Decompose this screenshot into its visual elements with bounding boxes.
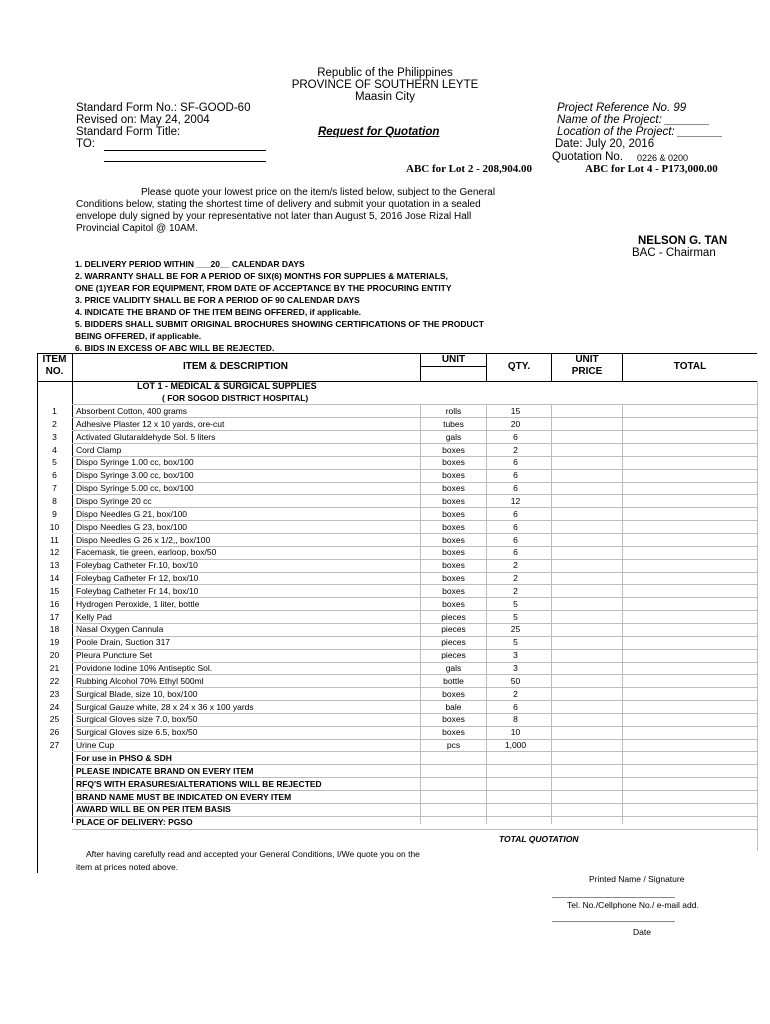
row-description: Activated Glutaraldehyde Sol. 5 liters: [76, 431, 216, 442]
table-row: [0, 405, 770, 418]
intro-line-1: Please quote your lowest price on the item/s listed below, subject to the General: [141, 187, 496, 198]
row-qty: 2: [513, 573, 518, 584]
row-item-no: 2: [52, 418, 57, 429]
row-unit: boxes: [442, 470, 465, 481]
row-description: Dispo Needles G 26 x 1/2,, box/100: [76, 534, 211, 545]
row-description: Hydrogen Peroxide, 1 liter, bottle: [76, 598, 200, 609]
table-row: [0, 701, 770, 714]
table-row: [0, 546, 770, 559]
row-item-no: 19: [49, 637, 60, 648]
tel-label: Tel. No./Cellphone No./ e-mail add.: [567, 900, 699, 910]
row-unit: boxes: [442, 547, 465, 558]
row-unit: boxes: [442, 585, 465, 596]
row-description: Foleybag Catheter Fr 12, box/10: [76, 573, 199, 584]
row-item-no: 23: [49, 688, 60, 699]
row-unit: pieces: [441, 611, 466, 622]
note-line: BRAND NAME MUST BE INDICATED ON EVERY ITEM: [76, 791, 292, 802]
table-row: [0, 662, 770, 675]
table-row: [0, 688, 770, 701]
row-description: Dispo Syringe 5.00 cc, box/100: [76, 483, 194, 494]
acceptance-line-1: After having carefully read and accepted your General Conditions, I/We quote you on the: [86, 849, 420, 859]
to-line-2: [104, 161, 266, 162]
signature-line: [552, 897, 675, 898]
header-republic: Republic of the Philippines: [317, 67, 453, 79]
row-item-no: 8: [52, 495, 57, 506]
row-qty: 10: [510, 727, 521, 738]
row-unit: pieces: [441, 624, 466, 635]
row-item-no: 21: [49, 663, 60, 673]
header-item-description: ITEM & DESCRIPTION: [183, 361, 289, 372]
row-unit: boxes: [442, 714, 465, 725]
row-qty: 3: [513, 663, 518, 673]
project-location: Location of the Project: _______: [557, 126, 723, 138]
row-unit: gals: [445, 431, 462, 442]
row-qty: 6: [513, 470, 518, 481]
intro-line-4: Provincial Capitol @ 10AM.: [76, 223, 198, 234]
row-item-no: 22: [49, 675, 60, 686]
note-line: PLACE OF DELIVERY: PGSO: [76, 817, 193, 828]
row-qty: 5: [513, 637, 518, 648]
row-unit: boxes: [442, 560, 465, 571]
row-item-no: 27: [49, 740, 60, 751]
note-line: For use in PHSO & SDH: [76, 752, 172, 763]
form-title: Request for Quotation: [318, 126, 440, 138]
row-item-no: 25: [49, 714, 60, 725]
to-line-1: [104, 150, 266, 151]
row-description: Surgical Blade, size 10, box/100: [76, 688, 198, 699]
row-item-no: 7: [52, 483, 57, 494]
total-quotation-label: TOTAL QUOTATION: [499, 834, 579, 844]
note-line: AWARD WILL BE ON PER ITEM BASIS: [76, 804, 231, 815]
table-row: [0, 534, 770, 547]
row-item-no: 5: [52, 457, 57, 468]
row-description: Dispo Syringe 3.00 cc, box/100: [76, 470, 194, 481]
condition-5: 5. BIDDERS SHALL SUBMIT ORIGINAL BROCHURES SHOWING CERTIFICATIONS OF THE PRODUCT: [75, 319, 484, 329]
contact-line: [552, 921, 675, 922]
row-description: Kelly Pad: [76, 611, 112, 622]
header-total: TOTAL: [673, 361, 707, 372]
row-item-no: 11: [50, 534, 59, 545]
row-unit: boxes: [442, 534, 465, 545]
intro-line-3: envelope duly signed by your representative not later than August 5, 2016 Jose Rizal Hall: [76, 211, 472, 222]
row-unit: boxes: [442, 727, 465, 738]
row-qty: 3: [513, 650, 518, 661]
table-row: [0, 611, 770, 624]
chairman-name: NELSON G. TAN: [638, 235, 728, 247]
row-description: Adhesive Plaster 12 x 10 yards, ore-cut: [76, 418, 225, 429]
row-qty: 6: [513, 508, 518, 519]
row-item-no: 26: [49, 727, 60, 738]
row-qty: 2: [513, 444, 518, 455]
header-unit: UNIT: [441, 354, 466, 365]
row-unit: rolls: [445, 406, 462, 416]
table-row: [0, 559, 770, 572]
condition-5-cont: BEING OFFERED, if applicable.: [75, 331, 202, 341]
table-row: [0, 482, 770, 495]
table-row: [0, 636, 770, 649]
row-item-no: 15: [49, 585, 60, 596]
table-row: [0, 585, 770, 598]
row-qty: 25: [510, 624, 521, 635]
row-qty: 8: [513, 714, 518, 725]
row-qty: 2: [513, 585, 518, 596]
table-row: [0, 469, 770, 482]
table-row: [0, 675, 770, 688]
row-item-no: 10: [49, 521, 60, 532]
printed-name-signature: Printed Name / Signature: [589, 874, 685, 884]
row-qty: 6: [513, 431, 518, 442]
table-row: [0, 521, 770, 534]
rfq-date: Date: July 20, 2016: [555, 138, 655, 150]
row-unit: gals: [445, 663, 462, 673]
to-label: TO:: [76, 138, 95, 150]
row-qty: 12: [510, 495, 521, 506]
condition-3: 3. PRICE VALIDITY SHALL BE FOR A PERIOD OF 90 CALENDAR DAYS: [75, 295, 360, 305]
row-unit: boxes: [442, 495, 465, 506]
row-unit: boxes: [442, 573, 465, 584]
table-row: [0, 508, 770, 521]
row-item-no: 14: [49, 573, 60, 584]
date-label: Date: [633, 927, 651, 937]
condition-6: 6. BIDS IN EXCESS OF ABC WILL BE REJECTED.: [75, 343, 275, 353]
row-qty: 1,000: [504, 740, 527, 751]
row-description: Surgical Gauze white, 28 x 24 x 36 x 100 yards: [76, 701, 254, 712]
row-qty: 20: [510, 418, 521, 429]
row-qty: 6: [513, 701, 518, 712]
row-unit: tubes: [443, 418, 464, 429]
row-description: Facemask, tie green, earloop, box/50: [76, 547, 217, 558]
row-description: Dispo Syringe 1.00 cc, box/100: [76, 457, 194, 468]
row-description: Nasal Oxygen Cannula: [76, 624, 164, 635]
row-qty: 6: [513, 534, 518, 545]
condition-2: 2. WARRANTY SHALL BE FOR A PERIOD OF SIX(6) MONTHS FOR SUPPLIES & MATERIALS,: [75, 271, 448, 281]
row-description: Poole Drain, Suction 317: [76, 637, 171, 648]
header-city: Maasin City: [354, 91, 416, 103]
row-description: Cord Clamp: [76, 444, 122, 455]
row-description: Foleybag Catheter Fr 14, box/10: [76, 585, 199, 596]
row-description: Rubbing Alcohol 70% Ethyl 500ml: [76, 675, 204, 686]
row-unit: pieces: [441, 637, 466, 648]
row-unit: pieces: [441, 650, 466, 661]
condition-2-cont: ONE (1)YEAR FOR EQUIPMENT, FROM DATE OF ACCEPTANCE BY THE PROCURING ENTITY: [75, 283, 452, 293]
row-unit: boxes: [442, 444, 465, 455]
lot-subtitle: ( FOR SOGOD DISTRICT HOSPITAL): [162, 393, 309, 403]
row-unit: bottle: [443, 675, 464, 686]
row-qty: 2: [513, 560, 518, 571]
note-line: RFQ'S WITH ERASURES/ALTERATIONS WILL BE REJECTED: [76, 778, 322, 789]
row-qty: 6: [513, 457, 518, 468]
row-description: Absorbent Cotton, 400 grams: [76, 406, 188, 416]
row-unit: boxes: [442, 688, 465, 699]
row-item-no: 6: [52, 470, 57, 481]
intro-line-2: Conditions below, stating the shortest time of delivery and submit your quotation in a sealed: [76, 199, 481, 210]
row-qty: 5: [513, 611, 518, 622]
row-item-no: 16: [49, 598, 60, 609]
project-reference: Project Reference No. 99: [557, 102, 687, 114]
header-no: NO.: [45, 366, 64, 377]
row-description: Surgical Gloves size 6.5, box/50: [76, 727, 198, 738]
row-unit: bale: [445, 701, 462, 712]
row-qty: 6: [513, 483, 518, 494]
row-qty: 5: [513, 598, 518, 609]
note-divider: [72, 829, 757, 830]
chairman-title: BAC - Chairman: [632, 247, 716, 259]
row-item-no: 4: [52, 444, 57, 455]
row-unit: boxes: [442, 457, 465, 468]
row-unit: pcs: [446, 740, 461, 751]
table-top-border: [37, 353, 757, 354]
row-description: Surgical Gloves size 7.0, box/50: [76, 714, 198, 725]
header-qty: QTY.: [507, 361, 531, 372]
header-unit-price-2: PRICE: [571, 366, 603, 377]
standard-form-no: Standard Form No.: SF-GOOD-60: [76, 102, 251, 114]
row-unit: boxes: [442, 521, 465, 532]
table-row: [0, 713, 770, 726]
revised-on: Revised on: May 24, 2004: [76, 114, 210, 126]
row-unit: boxes: [442, 598, 465, 609]
row-item-no: 17: [49, 611, 60, 622]
row-item-no: 13: [49, 560, 60, 571]
row-description: Pleura Puncture Set: [76, 650, 153, 661]
row-unit: boxes: [442, 483, 465, 494]
note-line: PLEASE INDICATE BRAND ON EVERY ITEM: [76, 765, 254, 776]
header-unit-price-1: UNIT: [575, 354, 599, 365]
table-row: [0, 418, 770, 431]
row-item-no: 12: [49, 547, 60, 558]
row-qty: 15: [510, 406, 521, 416]
table-row: [0, 431, 770, 444]
table-row: [0, 739, 770, 752]
row-description: Dispo Syringe 20 cc: [76, 495, 152, 506]
condition-4: 4. INDICATE THE BRAND OF THE ITEM BEING OFFERED, if applicable.: [75, 307, 362, 317]
table-unit-subline: [421, 366, 486, 367]
condition-1: 1. DELIVERY PERIOD WITHIN ___20__ CALENDAR DAYS: [75, 259, 305, 269]
table-row: [0, 444, 770, 457]
table-row: [0, 598, 770, 611]
row-unit: boxes: [442, 508, 465, 519]
quotation-no-value: 0226 & 0200: [637, 153, 689, 163]
row-description: Dispo Needles G 23, box/100: [76, 521, 188, 532]
table-row: [0, 623, 770, 636]
lot-title: LOT 1 - MEDICAL & SURGICAL SUPPLIES: [137, 381, 317, 391]
table-row: [0, 456, 770, 469]
row-item-no: 3: [52, 431, 57, 442]
table-row: [0, 726, 770, 739]
row-qty: 2: [513, 688, 518, 699]
row-item-no: 20: [49, 650, 60, 661]
row-item-no: 9: [52, 508, 57, 519]
abc-lot-2: ABC for Lot 2 - 208,904.00: [406, 163, 532, 175]
row-qty: 6: [513, 521, 518, 532]
table-row: [0, 495, 770, 508]
row-qty: 50: [510, 675, 521, 686]
row-description: Foleybag Catheter Fr.10, box/10: [76, 560, 198, 571]
row-description: Povidone Iodine 10% Antiseptic Sol.: [76, 663, 213, 673]
row-divider: [72, 751, 757, 752]
standard-form-title-label: Standard Form Title:: [76, 126, 181, 138]
table-row: [0, 572, 770, 585]
row-item-no: 1: [52, 406, 57, 416]
abc-lot-4: ABC for Lot 4 - P173,000.00: [585, 163, 718, 175]
quotation-no-label: Quotation No.: [552, 151, 623, 163]
acceptance-line-2: item at prices noted above.: [76, 862, 179, 872]
project-name: Name of the Project: _______: [557, 114, 710, 126]
row-qty: 6: [513, 547, 518, 558]
row-item-no: 18: [49, 624, 60, 635]
row-description: Urine Cup: [76, 740, 115, 751]
table-row: [0, 649, 770, 662]
row-item-no: 24: [49, 701, 60, 712]
row-description: Dispo Needles G 21, box/100: [76, 508, 188, 519]
header-item: ITEM: [42, 354, 67, 365]
header-province: PROVINCE OF SOUTHERN LEYTE: [291, 79, 479, 91]
